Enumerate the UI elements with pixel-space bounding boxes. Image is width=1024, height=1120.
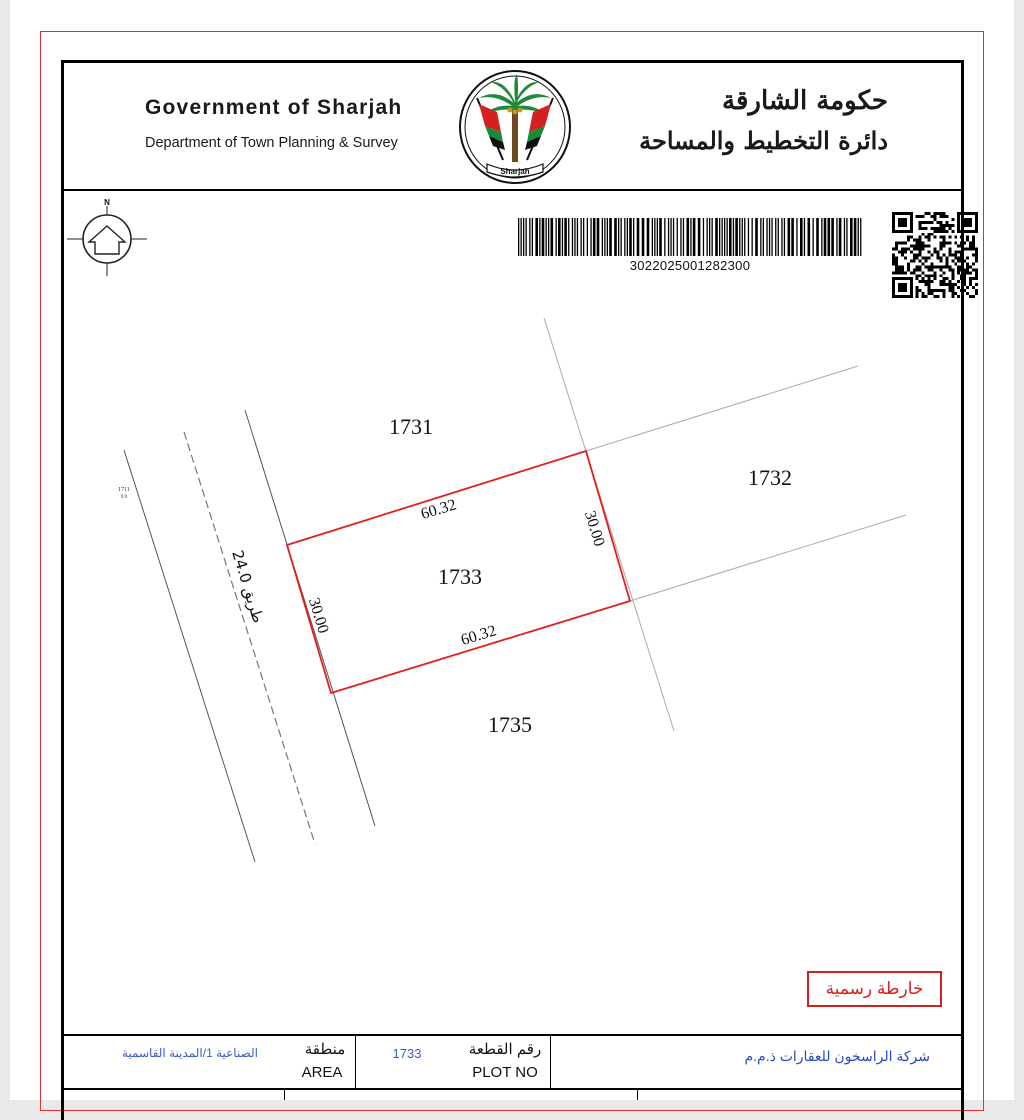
neighbor-plot-south: 1735	[488, 712, 532, 737]
dimension-top: 60.32	[418, 496, 459, 524]
road-centerline	[184, 432, 315, 844]
dimension-left: 30.00	[304, 595, 332, 636]
side-plot-label: 1711	[118, 487, 130, 493]
government-title-ar: حكومة الشارقة	[722, 86, 888, 116]
dimension-bottom: 60.32	[458, 622, 499, 650]
footer-separator-2	[550, 1036, 551, 1088]
north-label: N	[104, 198, 110, 207]
department-title-en: Department of Town Planning & Survey	[145, 135, 398, 151]
boundary-line-lower	[630, 515, 906, 601]
official-map-stamp: خارطة رسمية	[807, 971, 942, 1007]
plot-label-en: PLOT NO	[472, 1064, 538, 1081]
emblem-ribbon-text: Sharjah	[500, 167, 530, 176]
neighbor-plot-north: 1731	[389, 414, 433, 439]
government-title-en: Government of Sharjah	[145, 96, 403, 119]
footer-divider-top	[61, 1034, 964, 1036]
area-label-ar: منطقة	[304, 1041, 346, 1058]
boundary-line-upper	[586, 366, 858, 451]
footer-separator-4	[637, 1090, 638, 1100]
footer-divider-bottom	[61, 1088, 964, 1090]
plot-number-label: 1733	[438, 564, 482, 589]
plot-label-ar: رقم القطعة	[468, 1041, 542, 1058]
owner-name: شركة الراسخون للعقارات ذ.م.م	[744, 1048, 930, 1064]
road-label: طريق 24.0	[228, 548, 268, 626]
side-plot-sublabel: 9.9	[120, 495, 128, 500]
footer-separator-3	[284, 1090, 285, 1100]
area-label-en: AREA	[301, 1064, 343, 1081]
barcode-number: 3022025001282300	[629, 258, 751, 273]
dimension-right: 30.00	[580, 508, 608, 549]
road-edge-left	[124, 450, 255, 862]
neighbor-plot-east: 1732	[748, 465, 792, 490]
department-title-ar: دائرة التخطيط والمساحة	[639, 126, 888, 155]
area-value: الصناعية 1/المدينة القاسمية	[122, 1046, 258, 1060]
plot-number-value: 1733	[392, 1046, 422, 1061]
boundary-line-vertical	[544, 318, 674, 731]
